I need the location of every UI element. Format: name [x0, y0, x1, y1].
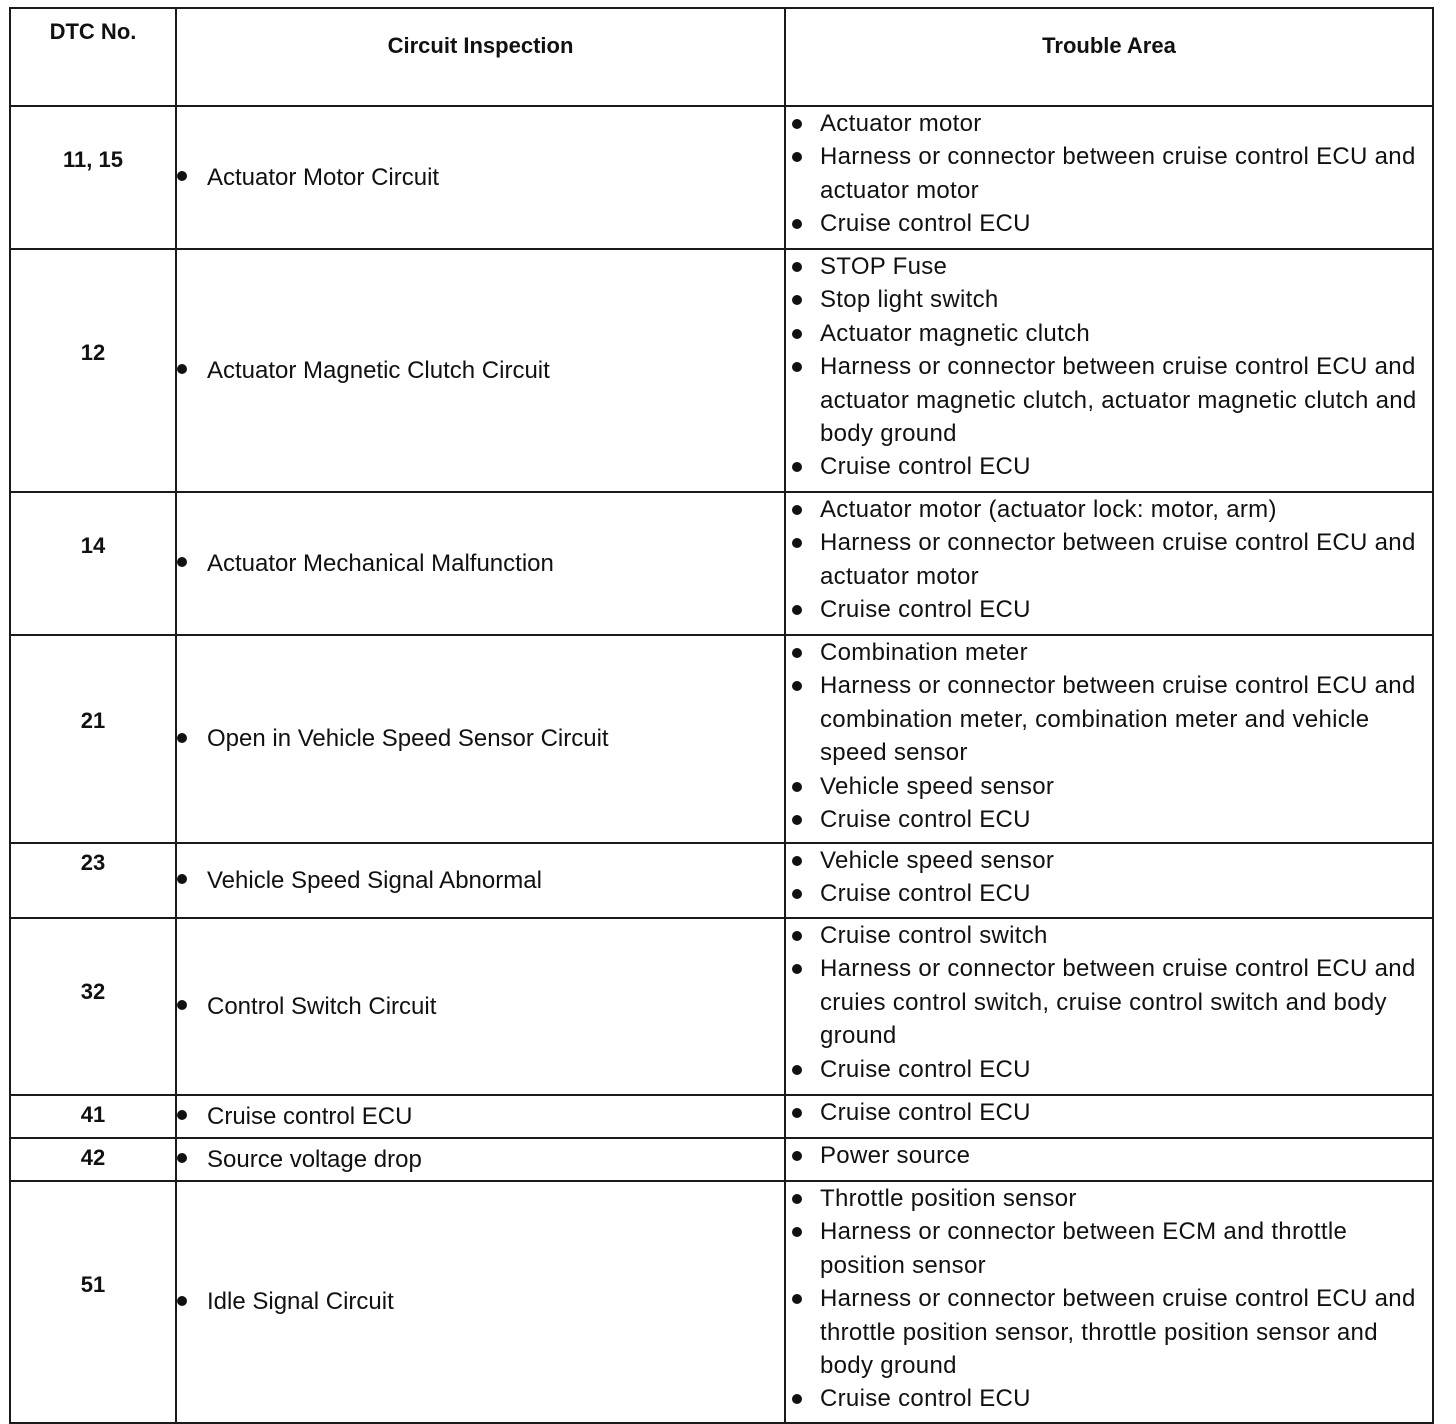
- dtc-number: 21: [10, 635, 176, 843]
- trouble-area-text: Cruise control ECU: [820, 596, 1031, 624]
- circuit-inspection-text: Actuator Motor Circuit: [207, 163, 440, 191]
- bullet-icon: [792, 505, 802, 515]
- circuit-inspection-cell: [176, 106, 785, 249]
- header-row: [10, 8, 1433, 106]
- trouble-area-cell: [785, 492, 1433, 635]
- table-row: [10, 843, 1433, 918]
- table-row: [10, 1181, 1433, 1423]
- trouble-area-text: Combination meter: [820, 639, 1028, 666]
- list-item: [786, 140, 1432, 207]
- dtc-table: [9, 7, 1434, 1424]
- circuit-inspection-text: Vehicle Speed Signal Abnormal: [207, 866, 542, 894]
- bullet-icon: [792, 1394, 802, 1404]
- trouble-area-text: Throttle position sensor: [820, 1185, 1077, 1212]
- trouble-area-list: [786, 844, 1432, 911]
- bullet-icon: [792, 538, 802, 548]
- list-item: [786, 1182, 1432, 1215]
- list-item: [786, 844, 1432, 877]
- trouble-area-text: Harness or connector between cruise control ECU and actuator motor: [820, 143, 1416, 204]
- bullet-icon: [177, 733, 187, 743]
- table-row: [10, 635, 1433, 843]
- table-row: [10, 249, 1433, 492]
- circuit-inspection-text: Idle Signal Circuit: [207, 1288, 394, 1315]
- bullet-icon: [792, 462, 802, 472]
- bullet-icon: [792, 219, 802, 229]
- bullet-icon: [792, 152, 802, 162]
- bullet-icon: [792, 1294, 802, 1304]
- trouble-area-text: Harness or connector between cruise control ECU and actuator magnetic clutch, actuator magnetic clutch and body ground: [820, 353, 1417, 448]
- table-row: [10, 1138, 1433, 1181]
- header-circuit-inspection: Circuit Inspection: [176, 8, 785, 106]
- list-item: [786, 1096, 1432, 1129]
- trouble-area-list: [786, 493, 1432, 627]
- circuit-inspection-cell: [176, 635, 785, 843]
- bullet-icon: [792, 889, 802, 899]
- list-item: [786, 1053, 1432, 1086]
- trouble-area-text: Cruise control ECU: [820, 1055, 1031, 1083]
- dtc-number: 14: [10, 492, 176, 635]
- list-item: [786, 250, 1432, 283]
- trouble-area-cell: [785, 1095, 1433, 1138]
- trouble-area-cell: [785, 106, 1433, 249]
- bullet-icon: [792, 815, 802, 825]
- list-item: [786, 350, 1432, 450]
- trouble-area-list: [786, 250, 1432, 484]
- trouble-area-text: Harness or connector between cruise control ECU and cruies control switch, cruise control switch and body ground: [820, 955, 1416, 1050]
- bullet-icon: [792, 1151, 802, 1161]
- trouble-area-text: Harness or connector between cruise control ECU and throttle position sensor, throttle position sensor and body ground: [820, 1285, 1416, 1380]
- trouble-area-cell: [785, 1138, 1433, 1181]
- list-item: [786, 669, 1432, 769]
- table-row: [10, 106, 1433, 249]
- list-item: [786, 877, 1432, 910]
- trouble-area-cell: [785, 843, 1433, 918]
- bullet-icon: [792, 782, 802, 792]
- bullet-icon: [792, 648, 802, 658]
- dtc-number: 11, 15: [10, 106, 176, 249]
- list-item: [786, 450, 1432, 483]
- trouble-area-text: Harness or connector between ECM and throttle position sensor: [820, 1218, 1348, 1279]
- bullet-icon: [177, 1000, 187, 1010]
- trouble-area-text: Actuator magnetic clutch: [820, 319, 1090, 347]
- trouble-area-text: Cruise control ECU: [820, 880, 1031, 908]
- trouble-area-text: Cruise control ECU: [820, 1099, 1031, 1126]
- list-item: [786, 593, 1432, 626]
- dtc-number: 12: [10, 249, 176, 492]
- trouble-area-cell: [785, 635, 1433, 843]
- dtc-number: 42: [10, 1138, 176, 1181]
- table-row: [10, 918, 1433, 1095]
- trouble-area-text: Power source: [820, 1142, 971, 1169]
- list-item: [786, 919, 1432, 952]
- list-item: [786, 636, 1432, 669]
- trouble-area-text: Vehicle speed sensor: [820, 847, 1055, 874]
- list-item: [786, 207, 1432, 240]
- bullet-icon: [177, 1296, 187, 1306]
- bullet-icon: [792, 931, 802, 941]
- bullet-icon: [177, 1153, 187, 1163]
- list-item: [786, 770, 1432, 803]
- circuit-inspection-text: Control Switch Circuit: [207, 992, 437, 1020]
- bullet-icon: [177, 364, 187, 374]
- trouble-area-list: [786, 107, 1432, 241]
- circuit-inspection-text: Open in Vehicle Speed Sensor Circuit: [207, 725, 609, 752]
- table-row: [10, 1095, 1433, 1138]
- list-item: [786, 1139, 1432, 1172]
- circuit-inspection-cell: [176, 492, 785, 635]
- bullet-icon: [177, 171, 187, 181]
- trouble-area-cell: [785, 249, 1433, 492]
- header-dtc-no: DTC No.: [10, 8, 176, 106]
- bullet-icon: [177, 557, 187, 567]
- circuit-inspection-cell: [176, 1095, 785, 1138]
- bullet-icon: [792, 605, 802, 615]
- list-item: [786, 952, 1432, 1052]
- list-item: [786, 526, 1432, 593]
- circuit-inspection-cell: [176, 249, 785, 492]
- list-item: [786, 283, 1432, 316]
- header-trouble-area: Trouble Area: [785, 8, 1433, 106]
- trouble-area-text: Cruise control ECU: [820, 453, 1031, 481]
- dtc-number: 51: [10, 1181, 176, 1423]
- circuit-inspection-cell: [176, 1181, 785, 1423]
- table-body: [10, 106, 1433, 1423]
- circuit-inspection-cell: [176, 843, 785, 918]
- circuit-inspection-text: Source voltage drop: [207, 1145, 422, 1173]
- trouble-area-text: Harness or connector between cruise control ECU and actuator motor: [820, 529, 1416, 590]
- bullet-icon: [792, 1227, 802, 1237]
- bullet-icon: [792, 964, 802, 974]
- bullet-icon: [177, 1110, 187, 1120]
- dtc-number: 41: [10, 1095, 176, 1138]
- list-item: [786, 317, 1432, 350]
- trouble-area-list: [786, 1182, 1432, 1416]
- trouble-area-list: [786, 1139, 1432, 1172]
- bullet-icon: [792, 262, 802, 272]
- list-item: [786, 107, 1432, 140]
- list-item: [786, 1215, 1432, 1282]
- trouble-area-text: Actuator motor (actuator lock: motor, arm): [820, 496, 1277, 523]
- list-item: [786, 803, 1432, 836]
- list-item: [786, 1382, 1432, 1415]
- bullet-icon: [792, 856, 802, 866]
- trouble-area-cell: [785, 918, 1433, 1095]
- trouble-area-list: [786, 919, 1432, 1086]
- circuit-inspection-text: Actuator Mechanical Malfunction: [207, 549, 554, 577]
- trouble-area-text: Actuator motor: [820, 110, 982, 137]
- bullet-icon: [177, 874, 187, 884]
- list-item: [786, 1282, 1432, 1382]
- trouble-area-list: [786, 1096, 1432, 1129]
- trouble-area-text: Cruise control ECU: [820, 210, 1031, 238]
- bullet-icon: [792, 681, 802, 691]
- circuit-inspection-text: Actuator Magnetic Clutch Circuit: [207, 356, 550, 384]
- bullet-icon: [792, 1065, 802, 1075]
- bullet-icon: [792, 362, 802, 372]
- bullet-icon: [792, 295, 802, 305]
- trouble-area-text: Cruise control ECU: [820, 1385, 1031, 1413]
- trouble-area-text: Cruise control ECU: [820, 806, 1031, 834]
- trouble-area-list: [786, 636, 1432, 836]
- trouble-area-text: Vehicle speed sensor: [820, 772, 1055, 800]
- trouble-area-text: Stop light switch: [820, 286, 999, 314]
- bullet-icon: [792, 329, 802, 339]
- list-item: [786, 493, 1432, 526]
- trouble-area-cell: [785, 1181, 1433, 1423]
- bullet-icon: [792, 119, 802, 129]
- bullet-icon: [792, 1194, 802, 1204]
- table-row: [10, 492, 1433, 635]
- bullet-icon: [792, 1108, 802, 1118]
- circuit-inspection-cell: [176, 1138, 785, 1181]
- dtc-number: 32: [10, 918, 176, 1095]
- trouble-area-text: Harness or connector between cruise control ECU and combination meter, combination meter and vehicle speed sensor: [820, 672, 1416, 767]
- dtc-number: 23: [10, 843, 176, 918]
- trouble-area-text: Cruise control switch: [820, 922, 1048, 949]
- trouble-area-text: STOP Fuse: [820, 253, 948, 280]
- circuit-inspection-cell: [176, 918, 785, 1095]
- circuit-inspection-text: Cruise control ECU: [207, 1102, 413, 1130]
